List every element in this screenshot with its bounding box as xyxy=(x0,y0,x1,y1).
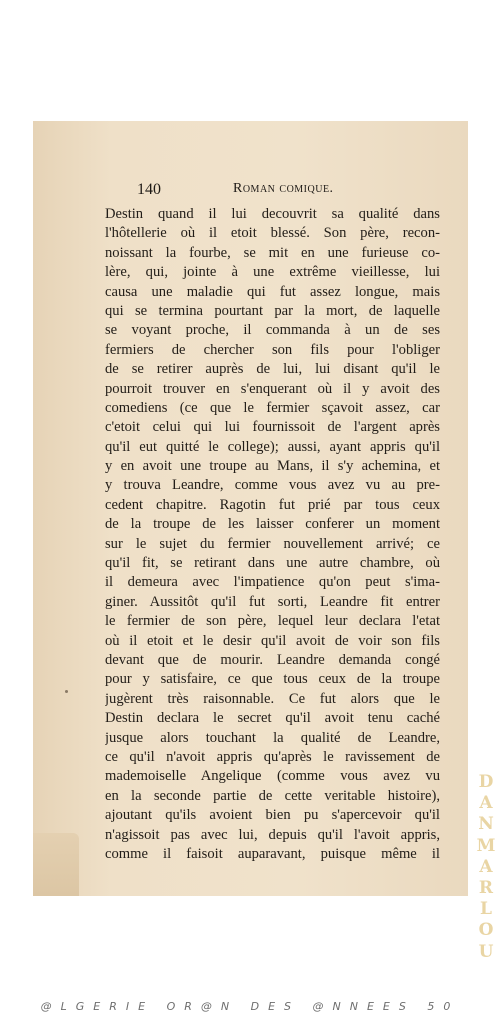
text-line: c'etoit celui qui lui fournissoit de l'argent après xyxy=(105,419,440,436)
text-line: y en avoit une troupe au Mans, il s'y achemina, et xyxy=(105,458,440,475)
watermark-letter: O xyxy=(478,920,494,941)
text-line: le fermier de son père, lequel leur declara l'etat xyxy=(105,613,440,630)
text-line: en la seconde partie de cette veritable histoire), xyxy=(105,787,440,804)
text-line: sur le sujet du fermier nouvellement arrivé; ce xyxy=(105,535,440,552)
text-line: lère, qui, jointe à une extrême vieillesse, lui xyxy=(105,264,440,281)
text-line: qu'il eut quitté le college); aussi, ayant appris qu'il xyxy=(105,438,440,455)
watermark-letter: R xyxy=(478,878,494,899)
text-line: ajoutant qu'ils avoient bien pu s'apercevoir qu'il xyxy=(105,807,440,824)
scanned-book-page xyxy=(33,121,468,896)
text-line: cedent chapitre. Ragotin fut prié par tous ceux xyxy=(105,496,440,513)
text-line: l'hôtellerie où il etoit blessé. Son père, recon- xyxy=(105,225,440,242)
text-line: causa une maladie qui fut assez longue, mais xyxy=(105,283,440,300)
text-line: qu'il fit, se retirant dans une autre chambre, où xyxy=(105,555,440,572)
watermark-letter: D xyxy=(478,772,494,792)
watermark-letter: L xyxy=(480,899,492,920)
text-line: qui se termina pourtant par la mort, de laquelle xyxy=(105,302,440,319)
text-line: de se retirer auprès de lui, lui disant qu'il le xyxy=(105,361,440,378)
page-number: 140 xyxy=(137,181,161,198)
text-line: devant que de mourir. Leandre demanda congé xyxy=(105,651,440,668)
watermark-letter: A xyxy=(479,856,493,877)
text-line: noissant la fourbe, se mit en une furieuse co- xyxy=(105,244,440,261)
text-line: se voyant proche, il commanda à un de ses xyxy=(105,322,440,339)
footer-watermark: @LGERIE OR@N DES @NNEES 50 xyxy=(40,1000,460,1013)
paper-speck xyxy=(65,690,68,693)
vertical-watermark xyxy=(476,772,496,963)
body-text xyxy=(105,205,440,864)
text-line: mademoiselle Angelique (comme vous avez vu xyxy=(105,768,440,785)
page-header xyxy=(137,181,437,201)
text-line: il demeura avec l'impatience qu'on peut s'ima- xyxy=(105,574,440,591)
watermark-letter: N xyxy=(478,814,494,835)
running-title: Roman comique. xyxy=(233,181,334,196)
text-line: fermiers de chercher son fils pour l'obliger xyxy=(105,341,440,358)
watermark-letter: M xyxy=(476,835,496,856)
text-line: de la troupe de les laisser conferer un moment xyxy=(105,516,440,533)
text-line: giner. Aussitôt qu'il fut sorti, Leandre fit entrer xyxy=(105,593,440,610)
text-line: où il etoit et le desir qu'il avoit de voir son fils xyxy=(105,632,440,649)
text-line: ce qu'il n'avoit appris qu'après le ravissement de xyxy=(105,748,440,765)
watermark-letter: A xyxy=(479,793,493,814)
watermark-letter: U xyxy=(478,941,494,962)
text-line: Destin quand il lui decouvrit sa qualité dans xyxy=(105,206,440,222)
text-line: comme il faisoit auparavant, puisque même il xyxy=(105,845,440,862)
text-line: Destin declara le secret qu'il avoit tenu caché xyxy=(105,710,440,727)
text-line: jusque alors touchant la qualité de Leandre, xyxy=(105,729,440,746)
text-line: y trouva Leandre, comme vous avez vu au pre- xyxy=(105,477,440,494)
text-line: jugèrent très raisonnable. Ce fut alors que le xyxy=(105,690,440,707)
text-line: comediens (ce que le fermier sçavoit assez, car xyxy=(105,399,440,416)
page-edge-shadow xyxy=(33,833,79,896)
text-line: pourroit trouver en s'enquerant où il y avoit des xyxy=(105,380,440,397)
text-line: pour y satisfaire, ce que tous ceux de la troupe xyxy=(105,671,440,688)
text-line: n'agissoit pas avec lui, depuis qu'il l'avoit appris, xyxy=(105,826,440,843)
